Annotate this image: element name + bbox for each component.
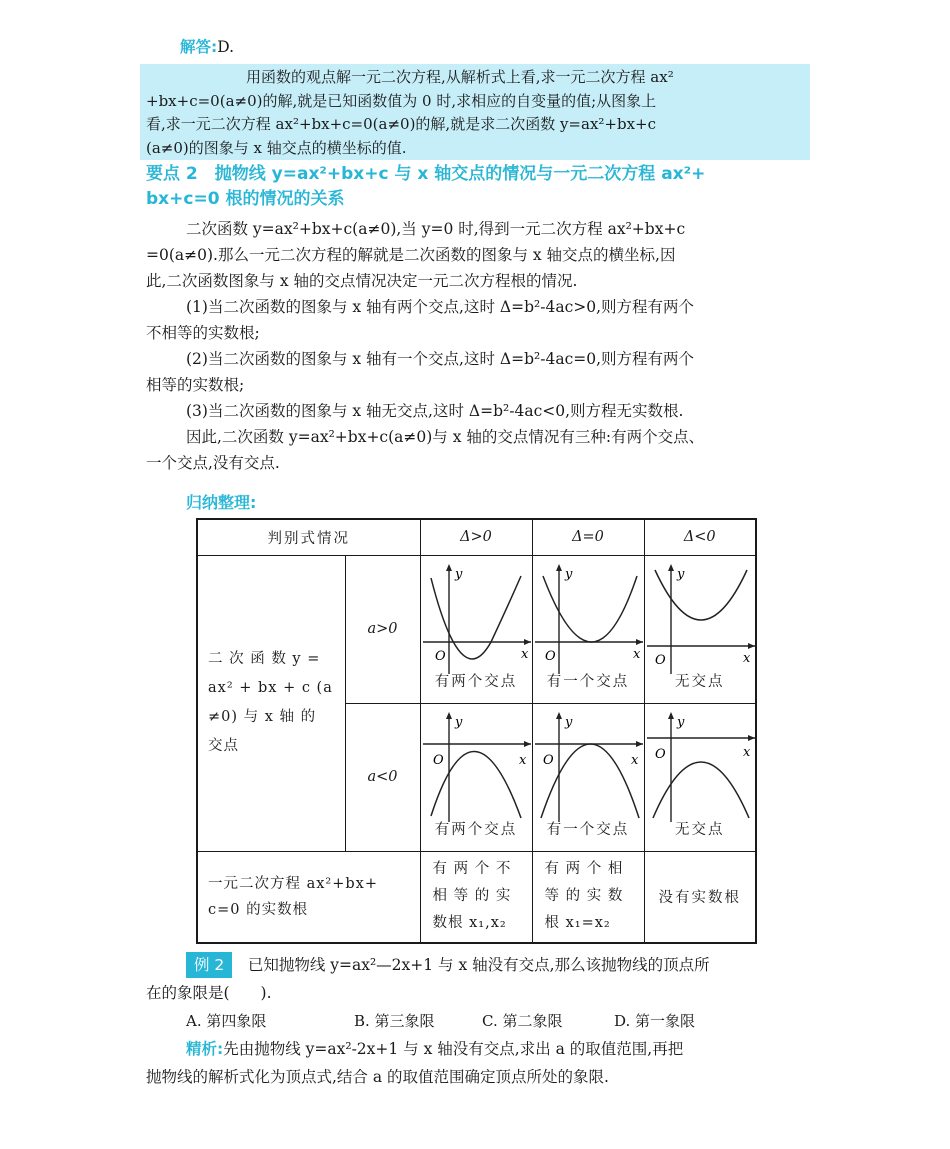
note-line-4: (a≠0)的图象与 x 轴交点的横坐标的值. [146,138,407,157]
answer-label: 解答 [180,38,212,56]
conclusion-line-1: 因此,二次函数 y=ax²+bx+c(a≠0)与 x 轴的交点情况有三种:有两个交点、 [186,428,705,446]
x-arrow [524,741,531,747]
graph-up-two [421,558,533,676]
header-delta-neg: Δ<0 [644,519,756,555]
roots-zero-line-1: 有 两 个 相 [544,861,624,878]
x-arrow [636,639,643,645]
row-label-line-2: ax² + bx + c (a [208,680,333,696]
roots-zero-line-2: 等 的 实 数 [544,888,624,905]
example-line-2: 在的象限是( ). [146,984,272,1002]
a-negative-label: a<0 [345,703,420,851]
origin-label: O [434,648,446,664]
y-arrow [668,564,674,571]
case-1-line-2: 不相等的实数根; [146,324,260,342]
option-d[interactable]: D. 第一象限 [614,1012,696,1030]
cell-down-none [644,703,756,851]
caption-two-points: 有两个交点 [434,673,518,690]
conclusion-line-2: 一个交点,没有交点. [146,454,280,472]
origin-label: O [542,752,554,768]
x-label: x [632,646,640,662]
section-heading [146,162,816,212]
cell-down-two [420,703,532,851]
option-c[interactable]: C. 第二象限 [482,1012,563,1030]
case-1-line-1: (1)当二次函数的图象与 x 轴有两个交点,这时 Δ=b²-4ac>0,则方程有两个 [186,298,695,316]
header-condition: 判别式情况 [197,519,420,555]
option-b[interactable]: B. 第三象限 [354,1012,435,1030]
cell-up-two [420,555,532,703]
section-heading-line-2: bx+c=0 根的情况的关系 [146,189,345,209]
caption-one-point-neg: 有一个交点 [546,821,630,838]
option-a[interactable]: A. 第四象限 [186,1012,267,1030]
parabola [431,576,521,659]
graph-down-two [421,706,533,824]
roots-positive-line-2: 相 等 的 实 [432,888,512,905]
y-label: y [564,714,572,730]
header-delta-zero: Δ=0 [532,519,644,555]
parabola [653,762,749,818]
case-2-line-2: 相等的实数根; [146,376,245,394]
analysis-text-1: 先由抛物线 y=ax²-2x+1 与 x 轴没有交点,求出 a 的取值范围,再把 [223,1040,684,1058]
example-text-1: 已知抛物线 y=ax²—2x+1 与 x 轴没有交点,那么该抛物线的顶点所 [247,956,710,974]
y-arrow [556,564,562,571]
answer-value: D. [217,38,235,56]
origin-label: O [432,752,444,768]
case-3-line-1: (3)当二次函数的图象与 x 轴无交点,这时 Δ=b²-4ac<0,则方程无实数根. [186,402,684,420]
row-label-line-1: 二 次 函 数 y = [208,651,321,667]
roots-positive-line-1: 有 两 个 不 [432,861,512,878]
y-label: y [564,566,572,582]
roots-zero [532,851,644,943]
x-arrow [636,741,643,747]
cell-down-one [532,703,644,851]
row-label-function [197,555,345,851]
note-line-2: +bx+c=0(a≠0)的解,就是已知函数值为 0 时,求相应的自变量的值;从图象上 [146,91,657,110]
origin-label: O [654,746,666,762]
roots-zero-line-3: 根 x₁=x₂ [544,915,611,932]
roots-positive [420,851,532,943]
caption-two-points-neg: 有两个交点 [434,821,518,838]
summary-table [196,518,757,944]
note-box [140,64,810,160]
answer-line [180,34,234,60]
caption-one-point: 有一个交点 [546,673,630,690]
note-line-1: 用函数的观点解一元二次方程,从解析式上看,求一元二次方程 ax² [246,68,674,86]
parabola [543,576,637,642]
x-label: x [518,752,526,768]
example-label: 例 2 [186,952,232,978]
x-label: x [742,744,750,760]
x-arrow [748,735,755,741]
header-delta-pos: Δ>0 [420,519,532,555]
y-label: y [676,566,684,582]
parabola [655,570,747,620]
section-heading-line-1: 要点 2 抛物线 y=ax²+bx+c 与 x 轴交点的情况与一元二次方程 ax²+ [146,164,706,184]
x-arrow [524,639,531,645]
parabola [541,744,639,818]
table-row-a-pos [197,555,756,703]
y-label: y [454,566,462,582]
example-line-1 [186,952,826,978]
row-label-line-4: 交点 [208,738,239,754]
table-header-row [197,519,756,555]
graph-up-none [645,558,757,676]
origin-label: O [544,648,556,664]
caption-no-points-neg: 无交点 [675,821,725,838]
graph-down-one [533,706,645,824]
y-label: y [454,714,462,730]
body-p1-line-1: 二次函数 y=ax²+bx+c(a≠0),当 y=0 时,得到一元二次方程 ax²+bx+c [186,220,686,238]
y-arrow [446,564,452,571]
roots-label [197,851,420,943]
y-label: y [676,714,684,730]
body-p1-line-2: =0(a≠0).那么一元二次方程的解就是二次函数的图象与 x 轴交点的横坐标,因 [146,246,676,264]
roots-label-line-1: 一元二次方程 ax²+bx+ [208,875,379,892]
case-2-line-1: (2)当二次函数的图象与 x 轴有一个交点,这时 Δ=b²-4ac=0,则方程有两个 [186,350,695,368]
a-positive-label: a>0 [345,555,420,703]
answer-sep: : [211,38,218,56]
cell-up-one [532,555,644,703]
y-arrow [446,712,452,719]
cell-up-none [644,555,756,703]
x-label: x [630,752,638,768]
example-block [186,952,826,978]
row-label-line-3: ≠0) 与 x 轴 的 [208,709,317,725]
x-label: x [520,646,528,662]
body-p1-line-3: 此,二次函数图象与 x 轴的交点情况决定一元二次方程根的情况. [146,272,578,290]
table-roots-row [197,851,756,943]
x-arrow [748,643,755,649]
analysis-line-2: 抛物线的解析式化为顶点式,结合 a 的取值范围确定顶点所处的象限. [146,1068,609,1086]
origin-label: O [654,652,666,668]
parabola [431,751,521,818]
caption-no-points: 无交点 [675,673,725,690]
roots-label-line-2: c=0 的实数根 [208,901,309,918]
analysis-label: 精析: [186,1040,224,1058]
note-line-3: 看,求一元二次方程 ax²+bx+c=0(a≠0)的解,就是求二次函数 y=ax²+bx+c [146,115,657,133]
body-text [146,216,816,476]
x-label: x [742,650,750,666]
graph-up-one [533,558,645,676]
summary-title: 归纳整理: [186,493,257,512]
y-arrow [556,712,562,719]
roots-positive-line-3: 数根 x₁,x₂ [432,915,507,932]
graph-down-none [645,706,757,824]
analysis-line-1 [186,1036,826,1062]
y-arrow [668,712,674,719]
roots-negative: 没有实数根 [644,851,756,943]
